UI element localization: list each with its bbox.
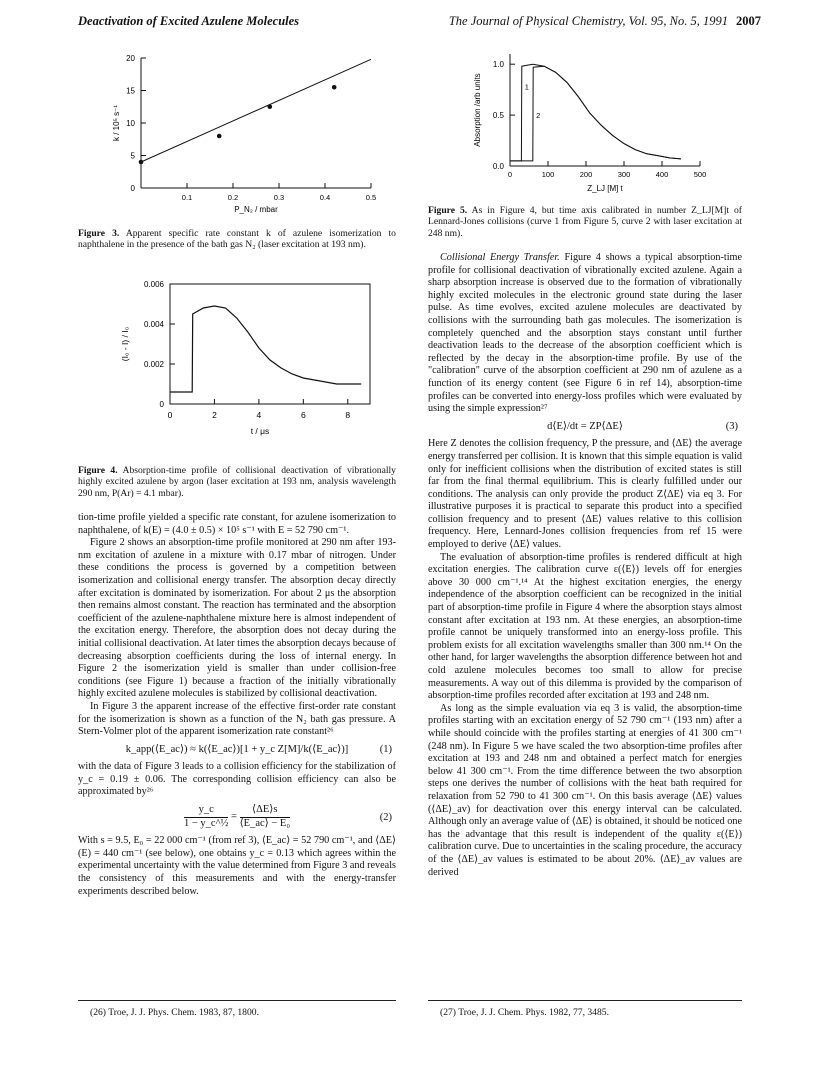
y-axis-label: (I₀ - I) / I₀ xyxy=(120,326,130,362)
x-tick-label: 100 xyxy=(541,170,555,179)
equation-2 xyxy=(78,804,396,830)
equation-3 xyxy=(428,421,742,434)
equation-2-rhs xyxy=(240,804,290,830)
running-header-journal xyxy=(449,14,761,29)
left-column-body xyxy=(78,512,396,898)
equation-2-rhs-denominator: ⟨E_ac⟩ − E₀ xyxy=(239,817,290,829)
equation-1-body: k_app(⟨E_ac⟩) ≈ k(⟨E_ac⟩)[1 + y_c Z[M]/k(⟨E_ac⟩)] xyxy=(125,743,349,755)
running-header-title: Deactivation of Excited Azulene Molecules xyxy=(78,14,300,28)
data-point xyxy=(268,104,273,109)
left-paragraph-4: with the data of Figure 3 leads to a collision efficiency for the stabilization of y_c = 0.19 ± 0.06. The corresponding collision efficiency can also be approximated by²⁶ xyxy=(78,761,396,798)
left-paragraph-2: Figure 2 shows an absorption-time profile monitored at 290 nm after 193-nm excitation of azulene in a mixture with 0.17 mbar of nitrogen. Under these conditions the process is governed by a competition between isomerization and collisional energy transfer. The absorption decay directly after excitation is dominated by isomerization. For about 2 μs the absorption then remains almost constant. The reaction has terminated and the absorption coefficient of the azulene-naphthalene mixture here is almost independent of the excitation energy. Therefore, the absorption does not decay during the initial collisional deactivation. At later times the absorption decays because of decreasing absorption coefficients during the loss of internal energy. In Figure 2 the isomerization yield is smaller than under collision-free conditions (see Figure 1) because a fraction of the initially vibrationally highly excited azulene molecules is stabilized by collisional deactivation. xyxy=(78,537,396,700)
x-tick-label: 200 xyxy=(579,170,593,179)
right-paragraph-2: Here Z denotes the collision frequency, P the pressure, and ⟨ΔE⟩ the average energy transferred per collision. It is known that this simple equation is valid only for inefficient collisions when the distribution of excited states is still far from the final thermal equilibrium. This is clearly fulfilled under our conditions. The analysis can only provide the product Z⟨ΔE⟩ via eq 3. For illustrative purposes it is practical to separate this product into a specified collision frequency and to present ⟨ΔE⟩ values relative to this collision frequency. Here, Lennard-Jones collision frequencies from ref 15 were employed to derive ⟨ΔE⟩ values. xyxy=(428,438,742,551)
data-point xyxy=(332,85,337,90)
equation-2-number: (2) xyxy=(379,812,392,824)
figure-5-caption-label: Figure 5. xyxy=(428,205,468,216)
y-tick-label: 0.002 xyxy=(143,360,164,369)
x-tick-label: 500 xyxy=(693,170,707,179)
fit-line xyxy=(141,59,371,162)
figure-5-chart xyxy=(460,44,710,202)
y-tick-label: 0.004 xyxy=(143,320,164,329)
equation-1 xyxy=(78,744,396,757)
figure-4-caption-text: Absorption-time profile of collisional deactivation of vibrationally highly excited azulene by argon (laser excitation at 193 nm, analysis wavelength 290 nm, P(Ar) = 4.1 mbar). xyxy=(78,465,396,499)
left-paragraph-1: tion-time profile yielded a specific rate constant, for azulene isomerization to naphthalene, of k(E) = (4.0 ± 0.5) × 10⁵ s⁻¹ with E = 52 790 cm⁻¹. xyxy=(78,512,396,536)
y-tick-label: 15 xyxy=(126,86,135,96)
equation-3-number: (3) xyxy=(725,420,738,432)
plot-frame xyxy=(170,284,370,404)
y-tick-label: 1.0 xyxy=(492,60,504,70)
figure-3-chart xyxy=(86,48,386,228)
right-paragraph-3: The evaluation of absorption-time profiles is rendered difficult at high excitation energies. The calibration curve ε(⟨E⟩) levels off for energies above 30 000 cm⁻¹.¹⁴ At the highest excitation energies, the energy independence of the absorption coefficient can be recognized in the initial part of absorption-time profile in Figure 4 where the absorption stays almost constant after excitation at 193 nm. At these energies, an absorption-time profile cannot be uniquely transformed into an energy-loss profile. This problem exists for all excitation wavelengths smaller than 300 nm.¹⁴ On the other hand, for larger wavelengths the absorption difference between hot and cold azulene molecules becomes too small to allow for precise measurements. A way out of this dilemma is provided by the comparison of absorption-time profiles recorded after excitation at 193 and 248 nm. xyxy=(428,551,742,702)
figure-3-caption-text: Apparent specific rate constant k of azulene isomerization to naphthalene in the presence of the bath gas N₂ (laser excitation at 193 nm). xyxy=(78,228,396,251)
y-tick-label: 0.0 xyxy=(492,162,504,171)
footnote-26: (26) Troe, J. J. Phys. Chem. 1983, 87, 1800. xyxy=(90,1007,259,1018)
figure-4-caption xyxy=(78,465,396,499)
left-paragraph-3: In Figure 3 the apparent increase of the effective first-order rate constant for the isomerization is shown as a function of the N₂ bath gas pressure. A Stern-Volmer plot of the apparent isomerization rate constant²⁶ xyxy=(78,700,396,738)
x-axis-label: Z_LJ [M] t xyxy=(587,184,623,193)
right-paragraph-4: As long as the simple evaluation via eq 3 is valid, the absorption-time profiles starting with an excitation energy of 52 790 cm⁻¹ (193 nm) after a while should coincide with the profiles starting at energies of 41 300 cm⁻¹ (248 nm). In Figure 5 we have scaled the two absorption-time profiles after excitation at 193 and 248 nm and obtained a perfect match for energies below 41 300 cm⁻¹. From the time difference between the two absorption steps one derives the number of collisions with the heat bath required for relaxation from 52 790 to 41 300 cm⁻¹. On this basis average ⟨ΔE⟩ values (⟨ΔE⟩_av) for deactivation over this energy interval can be calculated. Although only an average value of ⟨ΔE⟩ is obtained, it should be noticed one has the advantage that this result is independent of the quality ε(⟨E⟩) calibration curve. Due to uncertainties in the scaling procedure, the accuracy of the ⟨ΔE⟩_av values is estimated to be about 20%. ⟨ΔE⟩_av values are derived xyxy=(428,702,742,878)
figure-4-chart xyxy=(110,272,380,464)
right-paragraph-1-text: Figure 4 shows a typical absorption-time profile for collisional deactivation of vibrationally excited azulene. Again a sharp absorption increase is observed due to the formation of vibrationally highly excited molecules in the electronic ground state during the laser pulse. As time evolves, excited azulene molecules are deactivated by collisions with the surrounding bath gas molecules. The isomerization is completely quenched and the absorption stays constant until further deactivation leads to the decrease of the absorption coefficient which is reflected by the decay in the absorption-time profile. By use of the "calibration" curve of the absorption coefficient at 290 nm of azulene as a function of its energy content (see Figure 6 in ref 14), absorption-time profiles can be converted into energy-loss profiles which were evaluated by using the simple expression²⁷ xyxy=(428,252,742,415)
x-tick-label: 0 xyxy=(507,170,513,179)
absorption-curve xyxy=(170,306,361,392)
y-axis-label: k / 10⁵ s⁻¹ xyxy=(112,105,121,141)
x-tick-label: 8 xyxy=(345,410,351,420)
y-tick-label: 0.5 xyxy=(492,111,504,121)
y-tick-label: 0 xyxy=(159,400,164,409)
right-column-body xyxy=(428,252,742,879)
x-tick-label: 0.5 xyxy=(365,193,377,202)
left-paragraph-5: With s = 9.5, E₀ = 22 000 cm⁻¹ (from ref 3), ⟨E_ac⟩ = 52 790 cm⁻¹, and ⟨ΔE⟩(E) = 440 cm⁻¹ (see below), one obtains y_c = 0.13 which agrees within the experimental uncertainty with the value determined from Figure 3 and reveals the consistency of this measurements and with the energy-transfer experiments described below. xyxy=(78,835,396,897)
x-tick-label: 0.2 xyxy=(227,193,239,202)
y-tick-label: 5 xyxy=(130,151,135,161)
x-tick-label: 4 xyxy=(256,410,262,420)
x-tick-label: 0.1 xyxy=(181,193,193,202)
x-tick-label: 300 xyxy=(617,170,631,179)
x-tick-label: 0 xyxy=(167,410,173,420)
equation-2-equals: = xyxy=(231,811,240,823)
section-heading-collisional-energy-transfer: Collisional Energy Transfer. xyxy=(440,252,560,263)
figure-4-caption-label: Figure 4. xyxy=(78,465,118,476)
equation-2-lhs xyxy=(184,804,228,830)
equation-2-lhs-denominator: 1 − y_c^½ xyxy=(184,817,229,829)
figure-5-caption xyxy=(428,205,742,239)
figure-5-caption-text: As in Figure 4, but time axis calibrated in number Z_LJ[M]t of Lennard-Jones collisions (curve 1 from Figure 5, curve 2 with laser excitation at 248 nm). xyxy=(428,205,742,239)
equation-2-rhs-numerator: ⟨ΔE⟩s xyxy=(240,804,290,818)
x-axis-label: t / μs xyxy=(250,426,270,436)
x-tick-label: 2 xyxy=(212,410,217,420)
y-tick-label: 10 xyxy=(126,119,135,128)
page-number: 2007 xyxy=(736,14,761,28)
figure-3-caption-label: Figure 3. xyxy=(78,228,120,239)
x-tick-label: 400 xyxy=(655,170,669,179)
y-tick-label: 0.006 xyxy=(143,280,164,289)
equation-2-lhs-numerator: y_c xyxy=(184,804,228,818)
curve-label-2: 2 xyxy=(536,111,541,121)
y-axis-label: Absorption /arb units xyxy=(473,73,482,147)
footnote-rule-left xyxy=(78,1000,396,1001)
footnote-rule-right xyxy=(428,1000,742,1001)
data-point xyxy=(217,134,222,139)
journal-citation: The Journal of Physical Chemistry, Vol. 95, No. 5, 1991 xyxy=(448,14,728,28)
footnote-27: (27) Troe, J. J. Chem. Phys. 1982, 77, 3485. xyxy=(440,1007,609,1018)
curve-label-1: 1 xyxy=(524,82,529,92)
figure-3-caption xyxy=(78,228,396,251)
y-tick-label: 0 xyxy=(130,184,135,193)
x-tick-label: 6 xyxy=(300,410,306,420)
x-tick-label: 0.3 xyxy=(273,193,285,202)
right-paragraph-1 xyxy=(428,252,742,416)
data-point xyxy=(139,160,144,165)
equation-3-body: d⟨E⟩/dt = ZP⟨ΔE⟩ xyxy=(547,420,623,432)
equation-1-number: (1) xyxy=(379,743,392,755)
y-tick-label: 20 xyxy=(126,54,135,63)
x-tick-label: 0.4 xyxy=(319,193,331,202)
x-axis-label: P_N₂ / mbar xyxy=(234,205,278,214)
